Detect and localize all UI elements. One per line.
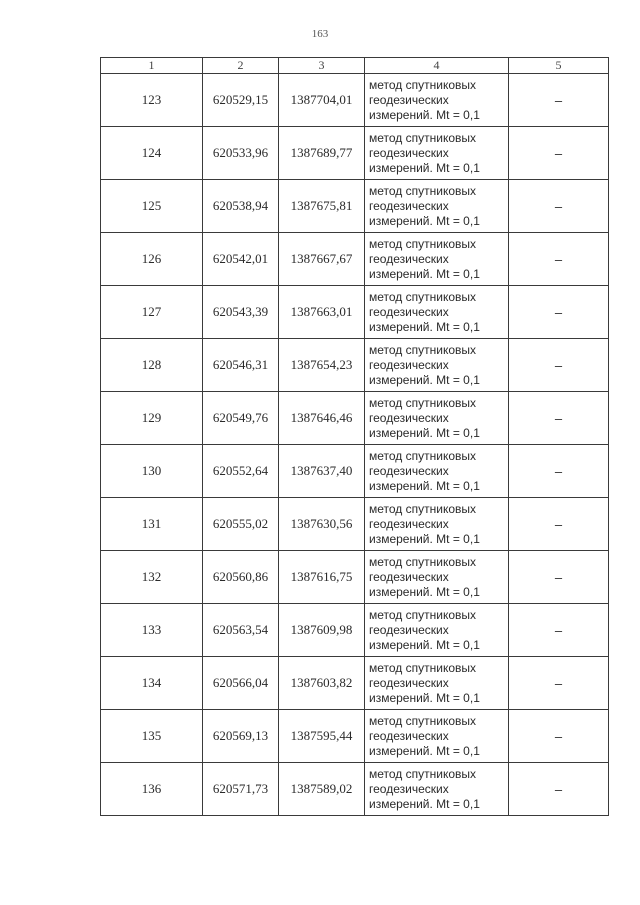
point-number-cell: 134	[101, 657, 203, 710]
method-cell	[365, 498, 509, 551]
method-line: метод спутниковых	[369, 713, 477, 728]
point-number-cell: 136	[101, 763, 203, 816]
method-line: метод спутниковых	[369, 342, 477, 357]
method-line: измерений. Mt = 0,1	[369, 107, 480, 122]
method-line: метод спутниковых	[369, 554, 477, 569]
note-cell: –	[509, 392, 609, 445]
header-col-4: 4	[365, 58, 509, 74]
method-line: метод спутниковых	[369, 660, 477, 675]
method-line: измерений. Mt = 0,1	[369, 743, 480, 758]
table-row	[101, 392, 609, 445]
table-row	[101, 445, 609, 498]
method-cell	[365, 763, 509, 816]
table-row	[101, 286, 609, 339]
table-row	[101, 657, 609, 710]
table-row	[101, 74, 609, 127]
method-line: геодезических	[369, 304, 449, 319]
method-line: метод спутниковых	[369, 501, 477, 516]
x-coordinate-cell: 620552,64	[203, 445, 279, 498]
method-cell	[365, 339, 509, 392]
y-coordinate-cell: 1387603,82	[279, 657, 365, 710]
header-col-2: 2	[203, 58, 279, 74]
method-line: геодезических	[369, 357, 449, 372]
x-coordinate-cell: 620563,54	[203, 604, 279, 657]
method-line: геодезических	[369, 251, 449, 266]
x-coordinate-cell: 620569,13	[203, 710, 279, 763]
table-row	[101, 551, 609, 604]
note-cell: –	[509, 604, 609, 657]
method-line: метод спутниковых	[369, 448, 477, 463]
y-coordinate-cell: 1387663,01	[279, 286, 365, 339]
method-cell	[365, 286, 509, 339]
x-coordinate-cell: 620546,31	[203, 339, 279, 392]
method-line: метод спутниковых	[369, 766, 477, 781]
method-line: геодезических	[369, 781, 449, 796]
x-coordinate-cell: 620538,94	[203, 180, 279, 233]
page-number: 163	[311, 28, 329, 40]
point-number-cell: 127	[101, 286, 203, 339]
y-coordinate-cell: 1387704,01	[279, 74, 365, 127]
note-cell: –	[509, 233, 609, 286]
method-cell	[365, 392, 509, 445]
method-line: метод спутниковых	[369, 395, 477, 410]
y-coordinate-cell: 1387589,02	[279, 763, 365, 816]
method-line: геодезических	[369, 463, 449, 478]
method-cell	[365, 74, 509, 127]
method-cell	[365, 604, 509, 657]
y-coordinate-cell: 1387689,77	[279, 127, 365, 180]
method-line: метод спутниковых	[369, 77, 477, 92]
method-cell	[365, 127, 509, 180]
table-row	[101, 180, 609, 233]
method-line: измерений. Mt = 0,1	[369, 372, 480, 387]
method-line: метод спутниковых	[369, 607, 477, 622]
method-line: геодезических	[369, 675, 449, 690]
table-body	[101, 74, 609, 816]
y-coordinate-cell: 1387667,67	[279, 233, 365, 286]
method-line: метод спутниковых	[369, 236, 477, 251]
point-number-cell: 126	[101, 233, 203, 286]
note-cell: –	[509, 763, 609, 816]
method-cell	[365, 657, 509, 710]
method-line: метод спутниковых	[369, 130, 477, 145]
method-cell	[365, 445, 509, 498]
method-line: измерений. Mt = 0,1	[369, 796, 480, 811]
note-cell: –	[509, 180, 609, 233]
note-cell: –	[509, 286, 609, 339]
method-line: измерений. Mt = 0,1	[369, 637, 480, 652]
x-coordinate-cell: 620571,73	[203, 763, 279, 816]
point-number-cell: 131	[101, 498, 203, 551]
method-line: измерений. Mt = 0,1	[369, 584, 480, 599]
method-cell	[365, 233, 509, 286]
y-coordinate-cell: 1387675,81	[279, 180, 365, 233]
x-coordinate-cell: 620542,01	[203, 233, 279, 286]
x-coordinate-cell: 620549,76	[203, 392, 279, 445]
table-header	[101, 58, 609, 74]
note-cell: –	[509, 498, 609, 551]
method-line: измерений. Mt = 0,1	[369, 319, 480, 334]
point-number-cell: 133	[101, 604, 203, 657]
method-line: геодезических	[369, 410, 449, 425]
y-coordinate-cell: 1387646,46	[279, 392, 365, 445]
method-line: геодезических	[369, 516, 449, 531]
method-line: геодезических	[369, 728, 449, 743]
table-row	[101, 498, 609, 551]
method-line: измерений. Mt = 0,1	[369, 531, 480, 546]
method-line: геодезических	[369, 622, 449, 637]
table-row	[101, 127, 609, 180]
method-line: геодезических	[369, 569, 449, 584]
y-coordinate-cell: 1387616,75	[279, 551, 365, 604]
table-row	[101, 233, 609, 286]
note-cell: –	[509, 74, 609, 127]
point-number-cell: 135	[101, 710, 203, 763]
method-line: геодезических	[369, 145, 449, 160]
y-coordinate-cell: 1387595,44	[279, 710, 365, 763]
note-cell: –	[509, 710, 609, 763]
method-line: метод спутниковых	[369, 289, 477, 304]
method-line: метод спутниковых	[369, 183, 477, 198]
method-line: измерений. Mt = 0,1	[369, 213, 480, 228]
point-number-cell: 132	[101, 551, 203, 604]
note-cell: –	[509, 551, 609, 604]
x-coordinate-cell: 620560,86	[203, 551, 279, 604]
y-coordinate-cell: 1387609,98	[279, 604, 365, 657]
point-number-cell: 125	[101, 180, 203, 233]
note-cell: –	[509, 339, 609, 392]
point-number-cell: 123	[101, 74, 203, 127]
method-line: измерений. Mt = 0,1	[369, 160, 480, 175]
point-number-cell: 128	[101, 339, 203, 392]
coordinates-table	[100, 57, 609, 816]
method-cell	[365, 551, 509, 604]
y-coordinate-cell: 1387654,23	[279, 339, 365, 392]
table-row	[101, 710, 609, 763]
x-coordinate-cell: 620529,15	[203, 74, 279, 127]
note-cell: –	[509, 657, 609, 710]
header-col-3: 3	[279, 58, 365, 74]
point-number-cell: 124	[101, 127, 203, 180]
header-col-1: 1	[101, 58, 203, 74]
table-row	[101, 763, 609, 816]
note-cell: –	[509, 445, 609, 498]
note-cell: –	[509, 127, 609, 180]
method-line: измерений. Mt = 0,1	[369, 478, 480, 493]
point-number-cell: 129	[101, 392, 203, 445]
method-line: измерений. Mt = 0,1	[369, 425, 480, 440]
y-coordinate-cell: 1387637,40	[279, 445, 365, 498]
method-cell	[365, 710, 509, 763]
x-coordinate-cell: 620533,96	[203, 127, 279, 180]
y-coordinate-cell: 1387630,56	[279, 498, 365, 551]
header-col-5: 5	[509, 58, 609, 74]
method-line: измерений. Mt = 0,1	[369, 690, 480, 705]
method-cell	[365, 180, 509, 233]
header-row	[101, 58, 609, 74]
x-coordinate-cell: 620566,04	[203, 657, 279, 710]
method-line: измерений. Mt = 0,1	[369, 266, 480, 281]
x-coordinate-cell: 620555,02	[203, 498, 279, 551]
table-row	[101, 339, 609, 392]
table-row	[101, 604, 609, 657]
x-coordinate-cell: 620543,39	[203, 286, 279, 339]
point-number-cell: 130	[101, 445, 203, 498]
method-line: геодезических	[369, 198, 449, 213]
method-line: геодезических	[369, 92, 449, 107]
